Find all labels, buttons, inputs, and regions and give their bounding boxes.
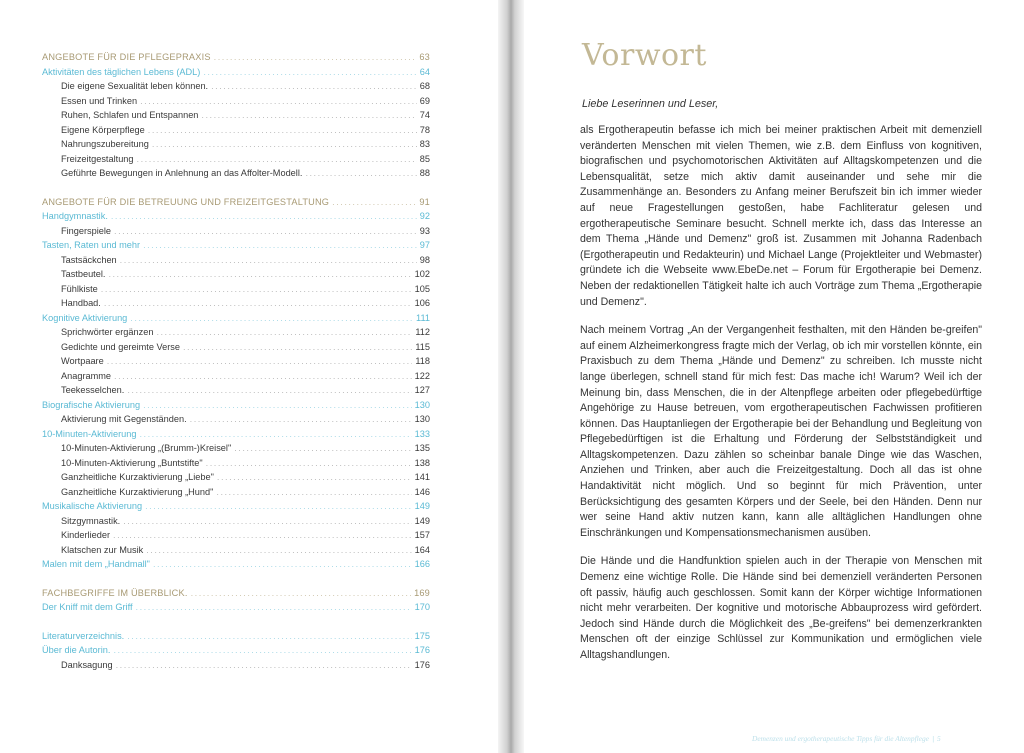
toc-spacer (42, 572, 430, 586)
toc-page-number: 69 (419, 95, 430, 106)
toc-leader-dots (113, 528, 412, 543)
toc-leader-dots (145, 499, 412, 514)
toc-page-number: 106 (414, 298, 430, 308)
toc-entry (42, 456, 430, 471)
toc-entry-label: Gedichte und gereimte Verse (61, 341, 180, 352)
toc-leader-dots (153, 557, 412, 572)
toc-page-number: 68 (419, 81, 430, 91)
toc-entry-label: Kinderlieder (61, 530, 111, 540)
toc-entry-label: Ruhen, Schlafen und Entspannen (61, 110, 199, 120)
toc-entry (42, 79, 430, 94)
toc-page-number: 118 (415, 356, 430, 366)
toc-category (42, 427, 430, 442)
toc-page-number: 130 (414, 399, 430, 410)
footer-separator: | (931, 734, 934, 743)
toc-category (42, 238, 430, 253)
toc-category (42, 600, 430, 615)
toc-page-number: 83 (419, 139, 430, 149)
toc-entry-label: ANGEBOTE FÜR DIE BETREUUNG UND FREIZEITGESTALTUNG (42, 196, 330, 207)
toc-section-heading (42, 586, 430, 601)
toc-entry (42, 383, 430, 398)
toc-entry-label: Aktivitäten des täglichen Lebens (ADL) (42, 66, 201, 77)
toc-leader-dots (107, 354, 413, 369)
toc-leader-dots (211, 79, 417, 94)
toc-entry (42, 658, 430, 673)
toc-page-number: 170 (414, 602, 430, 612)
toc-section-heading (42, 50, 430, 65)
book-gutter (498, 0, 524, 753)
toc-entry-label: Nahrungszubereitung (61, 139, 149, 149)
toc-entry-label: Geführte Bewegungen in Anlehnung an das Affolter-Modell. (61, 168, 303, 178)
toc-leader-dots (120, 253, 417, 268)
toc-entry (42, 123, 430, 138)
toc-spacer (42, 615, 430, 629)
toc-entry-label: Literaturverzeichnis. (42, 630, 125, 641)
toc-page-number: 98 (419, 254, 430, 265)
toc-entry-label: Eigene Körperpflege (61, 124, 145, 135)
toc-page-number: 166 (414, 559, 430, 569)
preface-title: Vorwort (582, 38, 707, 73)
toc-leader-dots (114, 224, 417, 239)
footer-running-title: Demenzen und ergotherapeutische Tipps für die Altenpflege (752, 734, 929, 743)
toc-page-number: 157 (414, 530, 430, 540)
toc-page-number: 149 (414, 515, 430, 526)
toc-page-number: 85 (419, 153, 430, 164)
toc-entry (42, 441, 430, 456)
toc-entry-label: Fingerspiele (61, 225, 112, 236)
toc-entry-label: Anagramme (61, 370, 112, 381)
toc-entry-label: Tastbeutel. (61, 269, 106, 279)
toc-entry (42, 282, 430, 297)
toc-page-number: 112 (415, 327, 430, 337)
toc-leader-dots (332, 195, 416, 210)
toc-entry-label: Tastsäckchen (61, 254, 117, 265)
toc-page-number: 130 (414, 414, 430, 424)
toc-page-number: 92 (419, 211, 430, 221)
toc-entry (42, 137, 430, 152)
toc-page-number: 176 (414, 645, 430, 655)
toc-category (42, 629, 430, 644)
toc-leader-dots (234, 441, 411, 456)
toc-category (42, 209, 430, 224)
toc-entry-label: Essen und Trinken (61, 95, 138, 106)
toc-page-number: 63 (419, 52, 430, 62)
toc-leader-dots (108, 267, 411, 282)
toc-entry-label: Handbad. (61, 298, 101, 308)
toc-entry-label: Der Kniff mit dem Griff (42, 602, 133, 612)
toc-entry (42, 354, 430, 369)
toc-leader-dots (305, 166, 416, 181)
toc-page-number: 88 (419, 168, 430, 178)
toc-category (42, 398, 430, 413)
toc-entry-label: Ganzheitliche Kurzaktivierung „Liebe" (61, 472, 214, 482)
toc-leader-dots (217, 470, 412, 485)
toc-entry-label: Musikalische Aktivierung (42, 501, 143, 511)
toc-entry-label: Teekesselchen. (61, 385, 125, 395)
toc-leader-dots (146, 543, 411, 558)
toc-section-heading (42, 195, 430, 210)
toc-entry (42, 485, 430, 500)
preface-paragraph: Nach meinem Vortrag „An der Vergangenheit festhalten, mit den Händen be-greifen" auf einem Alzheimerkongress fragte mich der Verlag, ob ich mir vorstellen könnte, ein Praxisbuch zu dem Thema „Hände und Demenz" zu schreiben. Ich musste nicht lange überlegen, schnell stand für mich fest: Das mache ich! Warum? Weil ich der Meinung bin, dass Menschen, die in der Altenpflege arbeiten oder pflegebedürftige Angehörige zu Hause betreuen, vom ergotherapeutischen Fachwissen profitieren können. Das Hauptanliegen der Ergotherapie bei der Behandlung und Begleitung von Pflegebedürftigen ist die Erhaltung und Förderung der Selbstständigkeit und Alltagskompetenzen. Dazu zählen so scheinbar banale Dinge wie das Waschen, Anziehen und Trinken, aber auch die Freizeitgestaltung. Doch all das ist ohne Handaktivität nicht möglich. Und so beginnt für mich Prävention, unter Berücksichtigung des gesamten Körpers und der Seele, bei den Händen. Denn nur wer seine Hand aktiv nutzen kann, kann alle alltäglichen Handlungen ohne Einschränkungen und Kompensationsmechanismen ausüben. (580, 324, 982, 539)
toc-page-number: 93 (419, 225, 430, 236)
page-number: 5 (936, 734, 941, 743)
toc-entry-label: Ganzheitliche Kurzaktivierung „Hund" (61, 486, 214, 497)
toc-leader-dots (116, 658, 412, 673)
toc-entry (42, 470, 430, 485)
toc-leader-dots (190, 412, 412, 427)
toc-category (42, 65, 430, 80)
toc-leader-dots (214, 50, 417, 65)
toc-category (42, 311, 430, 326)
toc-category (42, 643, 430, 658)
toc-entry-label: Handgymnastik. (42, 211, 108, 221)
toc-leader-dots (136, 600, 412, 615)
toc-leader-dots (183, 340, 412, 355)
toc-page-number: 105 (414, 283, 430, 294)
toc-leader-dots (201, 108, 416, 123)
toc-leader-dots (123, 514, 411, 529)
toc-category (42, 499, 430, 514)
toc-entry-label: Kognitive Aktivierung (42, 312, 128, 323)
toc-leader-dots (156, 325, 412, 340)
toc-entry (42, 267, 430, 282)
toc-entry-label: Wortpaare (61, 356, 104, 366)
toc-page-number: 64 (419, 66, 430, 77)
toc-entry-label: 10-Minuten-Aktivierung „Buntstifte" (61, 457, 203, 468)
toc-entry (42, 94, 430, 109)
toc-leader-dots (137, 152, 417, 167)
toc-leader-dots (111, 209, 417, 224)
table-of-contents (42, 50, 430, 672)
toc-entry-label: Sprichwörter ergänzen (61, 327, 154, 337)
toc-leader-dots (191, 586, 411, 601)
toc-entry-label: Malen mit dem „Handmall" (42, 559, 150, 569)
toc-page-number: 115 (415, 341, 430, 352)
toc-entry-label: 10-Minuten-Aktivierung „(Brumm-)Kreisel" (61, 443, 232, 453)
toc-entry-label: Biografische Aktivierung (42, 399, 141, 410)
toc-page-number: 141 (414, 472, 430, 482)
toc-leader-dots (130, 311, 413, 326)
toc-page-number: 175 (414, 630, 430, 641)
toc-page-number: 146 (414, 486, 430, 497)
toc-page-number: 149 (414, 501, 430, 511)
toc-leader-dots (203, 65, 416, 80)
toc-leader-dots (143, 238, 417, 253)
toc-leader-dots (101, 282, 412, 297)
toc-entry-label: 10-Minuten-Aktivierung (42, 428, 137, 439)
toc-entry-label: Tasten, Raten und mehr (42, 240, 141, 250)
toc-spacer (42, 181, 430, 195)
toc-entry (42, 412, 430, 427)
toc-entry (42, 514, 430, 529)
toc-page-number: 176 (414, 659, 430, 670)
toc-leader-dots (113, 643, 411, 658)
toc-entry (42, 369, 430, 384)
toc-entry-label: Danksagung (61, 659, 113, 670)
toc-page-number: 127 (414, 385, 430, 395)
toc-page-number: 111 (416, 312, 430, 323)
toc-leader-dots (152, 137, 417, 152)
toc-page-number: 78 (419, 124, 430, 135)
toc-leader-dots (140, 94, 417, 109)
toc-entry-label: Die eigene Sexualität leben können. (61, 81, 209, 91)
toc-entry-label: FACHBEGRIFFE IM ÜBERBLICK. (42, 587, 188, 598)
toc-leader-dots (127, 629, 411, 644)
toc-page-number: 91 (419, 196, 430, 207)
toc-entry (42, 166, 430, 181)
toc-page-number: 135 (414, 443, 430, 453)
toc-entry (42, 543, 430, 558)
toc-page-number: 122 (414, 370, 430, 381)
toc-page-number: 74 (419, 110, 430, 120)
toc-page-number: 102 (414, 269, 430, 279)
toc-entry (42, 325, 430, 340)
toc-entry-label: Fühlkiste (61, 283, 98, 294)
preface-paragraph: als Ergotherapeutin befasse ich mich bei meiner praktischen Arbeit mit demenziell veränderten Menschen mit vielen Themen, wie z.B. dem Einfluss von kognitiven, biografischen und psychomotorischen Aktivitäten auf Alltagskompetenzen und die Lebensqualität, setze mich aktiv damit auseinander und sehe mir die Zusammenhänge an. Besonders zu Anfang meiner Berufszeit bin ich immer wieder auf neue Fragestellungen gestoßen, habe Fachliteratur gelesen und ergotherapeutische Seminare besucht. Schnell merkte ich, dass das Interesse an dem Thema „Hände und Demenz" groß ist. Zusammen mit Johanna Radenbach (Ergotherapeutin und Redakteurin) und Michael Lange (Projektleiter und Webmaster) gründete ich die Webseite www.EbeDe.net – Forum für Ergotherapie bei Demenz. Neben der redaktionellen Tätigkeit halte ich auch Vorträge zum Thema „Ergotherapie und Demenz". (580, 124, 982, 308)
page-footer (752, 734, 941, 743)
toc-leader-dots (148, 123, 417, 138)
toc-entry-label: Klatschen zur Musik (61, 544, 144, 555)
toc-leader-dots (127, 383, 411, 398)
toc-page-number: 169 (414, 587, 430, 598)
toc-page-number: 164 (414, 544, 430, 555)
toc-entry (42, 152, 430, 167)
toc-entry (42, 253, 430, 268)
toc-entry-label: Freizeitgestaltung (61, 153, 134, 164)
toc-page (0, 0, 498, 753)
toc-leader-dots (143, 398, 412, 413)
toc-entry-label: Über die Autorin. (42, 645, 111, 655)
toc-page-number: 138 (414, 457, 430, 468)
preface-paragraph: Die Hände und die Handfunktion spielen auch in der Therapie von Menschen mit Demenz eine wichtige Rolle. Die Hände sind bei demenziell veränderten Personen oft passiv, häufig auch geschlossen. Somit kann der Körper wichtige Informationen nicht mehr verarbeiten. Der kognitive und motorische Abbauprozess wird gefördert. Jedoch sind Hände durch die Möglichkeit des „Be-greifens" bei demenzerkrankten Menschen oft der einzige Schlüssel zur Kommunikation und ermöglichen viele Alltagshandlungen. (580, 555, 982, 661)
toc-leader-dots (104, 296, 412, 311)
toc-leader-dots (139, 427, 411, 442)
toc-leader-dots (206, 456, 412, 471)
toc-entry-label: Sitzgymnastik. (61, 515, 121, 526)
toc-category (42, 557, 430, 572)
toc-entry (42, 224, 430, 239)
toc-leader-dots (216, 485, 411, 500)
toc-entry-label: ANGEBOTE FÜR DIE PFLEGEPRAXIS (42, 52, 211, 62)
preface-salutation: Liebe Leserinnen und Leser, (582, 98, 719, 110)
toc-entry (42, 108, 430, 123)
toc-entry (42, 528, 430, 543)
toc-entry (42, 296, 430, 311)
toc-entry-label: Aktivierung mit Gegenständen. (61, 414, 187, 424)
toc-page-number: 133 (414, 428, 430, 439)
toc-leader-dots (114, 369, 412, 384)
preface-body (580, 123, 982, 677)
toc-page-number: 97 (419, 240, 430, 250)
toc-entry (42, 340, 430, 355)
